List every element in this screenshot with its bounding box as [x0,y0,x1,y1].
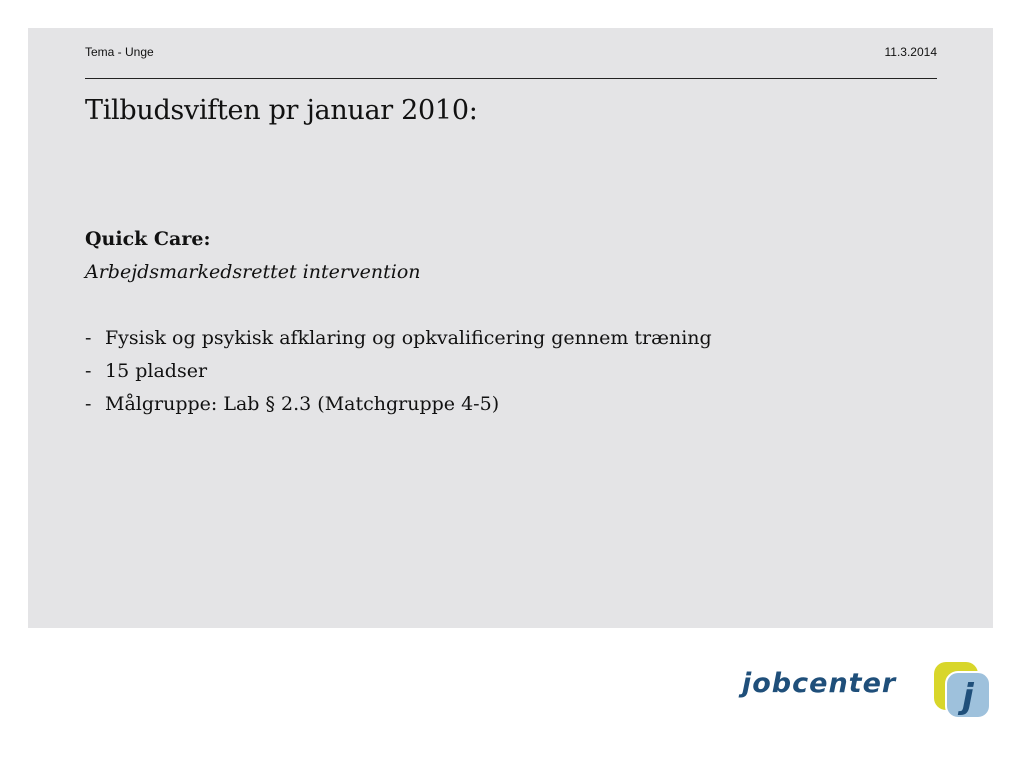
jobcenter-logo-icon [932,660,994,722]
bullet-text: Fysisk og psykisk afklaring og opkvalificering gennem træning [105,327,712,349]
bullet-marker: - [85,360,92,382]
bullet-marker: - [85,393,92,415]
slide-title: Tilbudsviften pr januar 2010: [85,95,478,126]
bullet-list [85,326,712,425]
list-item [85,359,712,392]
header-topic: Tema - Unge [85,45,154,59]
list-item [85,392,712,425]
bullet-text: 15 pladser [105,360,208,382]
bullet-text: Målgruppe: Lab § 2.3 (Matchgruppe 4-5) [105,393,500,415]
header-divider [85,78,937,79]
logo-letter: j [962,677,974,717]
jobcenter-logo-wordmark: jobcenter [742,668,897,699]
header-date: 11.3.2014 [884,45,937,59]
section-subtitle: Arbejdsmarkedsrettet intervention [85,261,421,283]
bullet-marker: - [85,327,92,349]
list-item [85,326,712,359]
section-heading: Quick Care: [85,228,211,250]
